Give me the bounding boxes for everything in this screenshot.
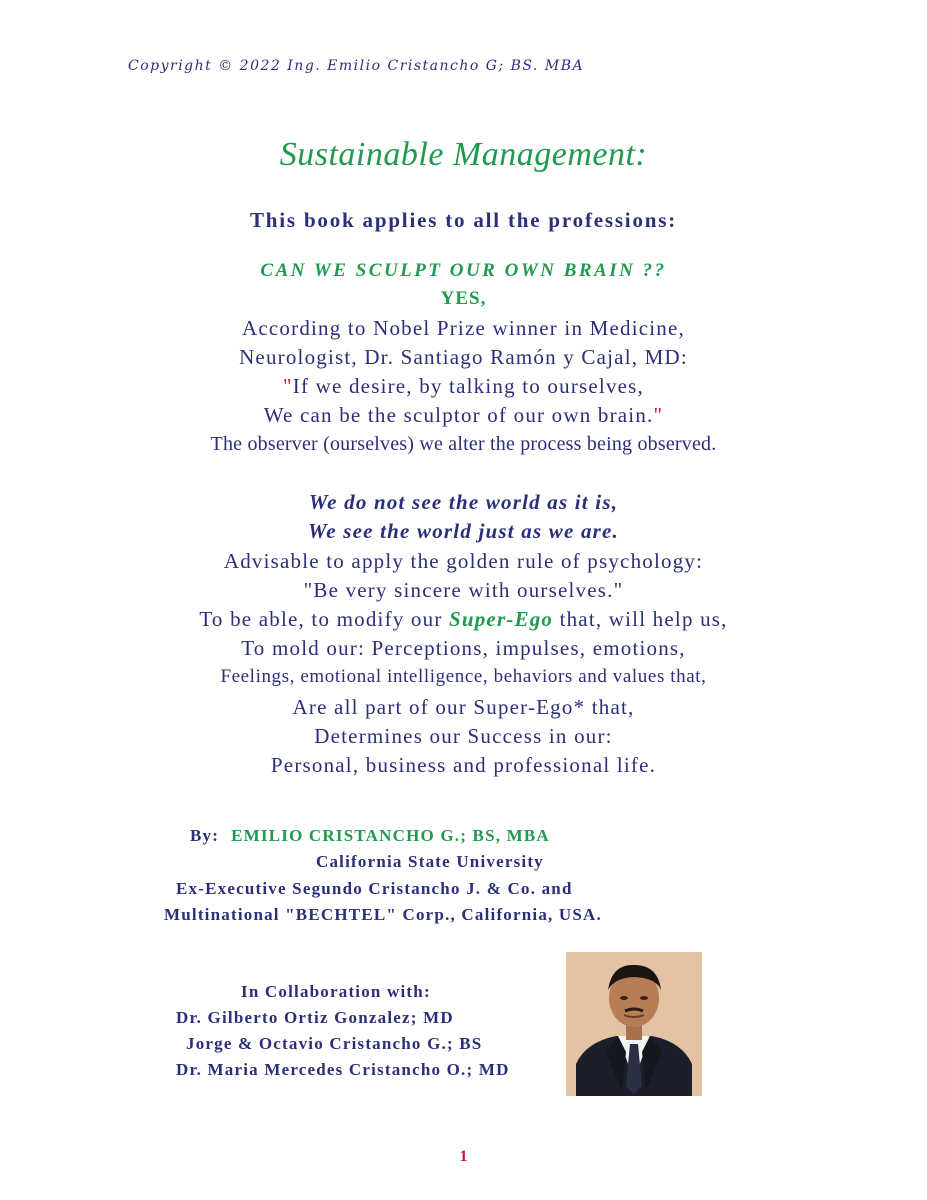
- quote-intro-line-1: According to Nobel Prize winner in Medicine,: [242, 316, 685, 340]
- advice-line: Advisable to apply the golden rule of psychology:: [223, 549, 704, 573]
- author-byline: [190, 826, 550, 846]
- page-number: 1: [459, 1148, 468, 1165]
- body-line-2: Feelings, emotional intelligence, behaviors and values that,: [220, 666, 707, 687]
- body-line-5: Personal, business and professional life.: [270, 753, 657, 777]
- author-name: EMILIO CRISTANCHO G.; BS, MBA: [231, 826, 550, 845]
- open-quote-mark: ": [283, 374, 293, 398]
- modify-after: that, will help us,: [553, 607, 728, 631]
- copyright-notice: Copyright © 2022 Ing. Emilio Cristancho G; BS. MBA: [128, 58, 585, 74]
- author-portrait-image: [566, 952, 702, 1096]
- quote-line-2: [0, 403, 927, 428]
- body-line-1: To mold our: Perceptions, impulses, emotions,: [241, 636, 686, 660]
- collaboration-heading: In Collaboration with:: [241, 982, 431, 1001]
- collaborator-3: Dr. Maria Mercedes Cristancho O.; MD: [176, 1060, 510, 1079]
- author-line-3: Multinational "BECHTEL" Corp., California, USA.: [164, 905, 602, 924]
- quote-line-1: [0, 374, 927, 399]
- quote-text-2: We can be the sculptor of our own brain.: [263, 403, 654, 427]
- world-line-1: We do not see the world as it is,: [308, 490, 619, 514]
- answer-text: YES,: [440, 288, 487, 309]
- book-subtitle: This book applies to all the professions:: [250, 208, 677, 232]
- collaborator-2: Jorge & Octavio Cristancho G.; BS: [186, 1034, 483, 1053]
- quote-text-1: If we desire, by talking to ourselves,: [292, 374, 644, 398]
- super-ego-highlight: Super-Ego: [448, 607, 554, 631]
- modify-line: [0, 607, 927, 632]
- by-label: By:: [190, 826, 220, 845]
- collaborator-1: Dr. Gilberto Ortiz Gonzalez; MD: [176, 1008, 454, 1027]
- close-quote-mark: ": [653, 403, 664, 427]
- observer-line: The observer (ourselves) we alter the process being observed.: [210, 433, 717, 455]
- body-line-3: Are all part of our Super-Ego* that,: [292, 695, 635, 719]
- world-line-2: We see the world just as we are.: [307, 519, 619, 543]
- book-title: Sustainable Management:: [279, 136, 648, 173]
- question-heading: CAN WE SCULPT OUR OWN BRAIN ??: [260, 260, 667, 281]
- modify-before: To be able, to modify our: [199, 607, 449, 631]
- body-line-4: Determines our Success in our:: [314, 724, 613, 748]
- author-line-1: California State University: [316, 852, 544, 871]
- author-line-2: Ex-Executive Segundo Cristancho J. & Co. and: [176, 879, 573, 898]
- sincere-line: "Be very sincere with ourselves.": [303, 578, 624, 602]
- author-photo: [566, 952, 702, 1096]
- quote-intro-line-2: Neurologist, Dr. Santiago Ramón y Cajal, MD:: [239, 345, 688, 369]
